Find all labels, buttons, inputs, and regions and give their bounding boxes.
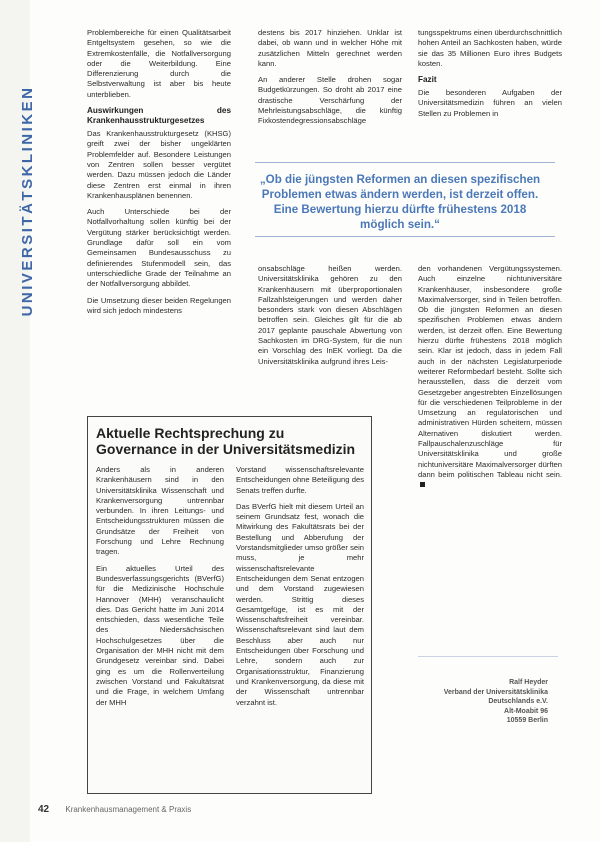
paragraph: Anders als in anderen Krankenhäusern sind in den Universitätsklinika Wissenschaft und Krankenversorgung untrennbar verbunden. In ihren Leitungs- und Entscheidungsstrukturen müssen die Grundsätze der Freiheit von Forschung und Lehre Rechnung tragen.: [96, 465, 224, 557]
side-bar: [0, 0, 36, 842]
author-name: Ralf Heyder: [509, 679, 548, 686]
paragraph: Problembereiche für einen Qualitätsarbeit Entgeltsystem gesehen, so wie die Extremkostenfälle, die Notfallversorgung oder die Weiterbildung. Eine Differenzierung durch die Selbstverwaltung ist aber bis heute unterblieben.: [87, 28, 231, 99]
paragraph: [418, 264, 562, 491]
quote-rule-top: [255, 162, 555, 163]
page-number: 42: [38, 804, 50, 815]
paragraph: Die Umsetzung dieser beiden Regelungen wird sich jedoch mindestens: [87, 295, 231, 315]
end-mark-icon: [420, 482, 425, 487]
paragraph: onsabschläge heißen werden. Universitätsklinika gehören zu den Krankenhäusern mit überproportionalen Fallzahlsteigerungen und werden daher besonders stark von diesen Abschlägen betroffen sein. Gleiches gilt für die ab 2017 geplante pauschale Abwertung von Sachkosten im DRG-System, für die nun ein Vorschlag des InEK vorliegt. Da die Universitätsklinika aufgrund ihres Leis-: [258, 264, 402, 366]
page-footer: [38, 804, 191, 815]
paragraph-text: den vorhandenen Vergütungssystemen. Auch einzelne nichtuniversitäre Krankenhäuser, insbesondere große Maximalversorger, sind in Teilen betroffen. Ob die jüngsten Reformen an diesen spezifischen Problemen etwas ändern werden, ist derzeit offen. Eine Bewertung hierzu dürfte frühestens 2018 möglich sein. Klar ist jedoch, dass in jedem Fall auch in der nächsten Legislaturperiode weiterer Reformbedarf besteht. Sollte sich herausstellen, dass die derzeit vom Gesetzgeber angestrebten Einzellösungen für die verschiedenen Teilprobleme in der Umsetzung an regulatorischen und administrativen Hürden scheitern, müssen Alternativen diskutiert werden. Fallpauschalenzuschläge für Universitätsklinika und große nichtuniversitäre Maximalversorger dürften dann beim politischen Tableau nicht sein.: [418, 264, 562, 479]
paragraph: Das Krankenhausstrukturgesetz (KHSG) greift zwei der bisher ungeklärten Problemfelder auf. Besondere Leistungen von Zentren sollen besser vergütet werden. Dazu müssen jedoch die Länder diese Zentren erst einmal in ihren Krankenhausplänen benennen.: [87, 129, 231, 200]
paragraph: Ein aktuelles Urteil des Bundesverfassungsgerichts (BVerfG) für die Medizinische Hochschule Hannover (MHH) veranschaulicht dies. Das Gericht hatte im Juni 2014 entschieden, dass wesentliche Teile des Niedersächsischen Hochschulgesetzes über die Organisation der MHH nicht mit dem Grundgesetz vereinbar sind. Dabei ging es um die Rollenverteilung zwischen Vorstand und Fakultätsrat und die Frage, in welchem Umfang der MHH: [96, 563, 224, 707]
paragraph: destens bis 2017 hinziehen. Unklar ist dabei, ob wann und in welcher Höhe mit zusätzlichen Mitteln gerechnet werden kann.: [258, 28, 402, 68]
paragraph: Die besonderen Aufgaben der Universitätsmedizin führen an vielen Stellen zu Problemen in: [418, 88, 562, 118]
paragraph: Das BVerfG hielt mit diesem Urteil an seinem Grundsatz fest, wonach die Mitwirkung des Fakultätsrats bei der Bestellung und Abberufung der Vorstandsmitglieder umso größer sein muss, je mehr wissenschaftsrelevante Entscheidungen dem Senat entzogen und dem Vorstand zugewiesen werden. Strittig dieses Gesamtgefüge, ist es mit der Wissenschaftsfreiheit vereinbar. Wissenschaftsrelevant sind laut dem Beschluss aber auch nur Entscheidungen über Forschung und Lehre, sondern auch zur Organisationsstruktur, Finanzierung und Krankenversorgung, da diese mit der Wissenschaft untrennbar verzahnt ist.: [236, 501, 364, 707]
author-rule: [418, 656, 558, 657]
pull-quote: „Ob die jüngsten Reformen an diesen spezifischen Problemen etwas ändern werden, ist derzeit offen. Eine Bewertung hierzu dürfte frühestens 2018 möglich sein.“: [259, 173, 541, 231]
info-box: [87, 416, 372, 794]
section-heading-fazit: Fazit: [418, 75, 437, 85]
paragraph: Vorstand wissenschaftsrelevante Entscheidungen ohne Beteiligung des Senats treffen durfte.: [236, 465, 364, 495]
column-1-top: [87, 28, 231, 322]
column-3-bottom: [418, 264, 562, 497]
column-2-bottom: [258, 264, 402, 373]
box-title: Aktuelle Rechtsprechung zu Governance in der Universitätsmedizin: [96, 425, 356, 457]
paragraph: Auch Unterschiede bei der Notfallvorhaltung sollen künftig bei der Vergütung stärker berücksichtigt werden. Grundlage dafür soll ein vom Gemeinsamen Bundesausschuss zu definierendes Stufenmodell sein, das unterschiedliche Grade der Teilnahme an der Notfallversorgung abbildet.: [87, 207, 231, 289]
author-org: Verband der Universitätsklinika Deutschlands e.V.: [443, 688, 548, 705]
author-block: [400, 678, 548, 726]
box-column-left: [96, 465, 224, 714]
journal-name: Krankenhausmanagement & Praxis: [65, 805, 192, 814]
column-3-top: [418, 28, 562, 125]
author-city: 10559 Berlin: [506, 717, 548, 724]
author-street: Alt-Moabit 96: [504, 707, 548, 715]
section-label: UNIVERSITÄTSKLINIKEN: [19, 85, 36, 317]
quote-rule-bottom: [255, 236, 555, 237]
paragraph: An anderer Stelle drohen sogar Budgetkürzungen. So droht ab 2017 eine drastische Verschärfung der Mehrleistungsabschläge, die künftig Fixkostendegressionsabschläge: [258, 75, 402, 126]
section-heading: Auswirkungen des Krankenhausstrukturgesetzes: [87, 106, 231, 126]
paragraph: tungsspektrums einen überdurchschnittlich hohen Anteil an Sachkosten haben, würde sie das 35 Millionen Euro ihres Budgets kosten.: [418, 28, 562, 68]
box-column-right: [236, 465, 364, 714]
column-2-top: [258, 28, 402, 133]
